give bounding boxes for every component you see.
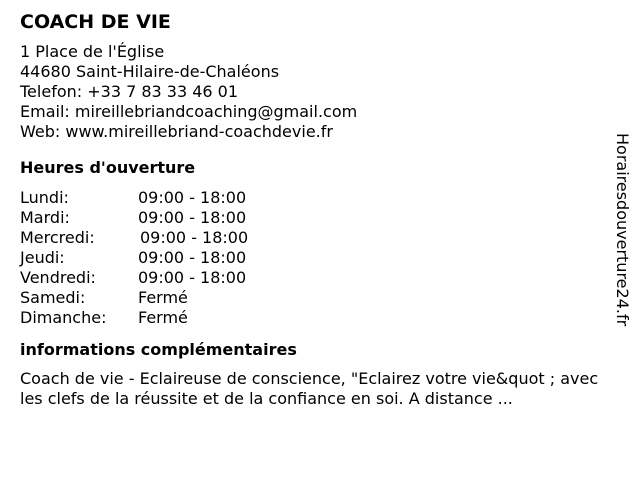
web-line: Web: www.mireillebriand-coachdevie.fr <box>20 122 333 141</box>
hours-time: 09:00 - 18:00 <box>138 248 247 267</box>
hours-day: Vendredi: <box>20 268 96 287</box>
hours-time: 09:00 - 18:00 <box>140 228 249 247</box>
hours-row-dimanche <box>20 308 620 328</box>
business-card <box>20 10 620 409</box>
hours-day: Jeudi: <box>20 248 65 267</box>
info-heading: informations complémentaires <box>20 340 297 359</box>
hours-row-lundi <box>20 188 620 208</box>
hours-time: 09:00 - 18:00 <box>138 268 247 287</box>
hours-day: Mercredi: <box>20 228 95 247</box>
hours-time: 09:00 - 18:00 <box>138 188 247 207</box>
hours-day: Dimanche: <box>20 308 107 327</box>
hours-day: Lundi: <box>20 188 69 207</box>
hours-row-vendredi <box>20 268 620 288</box>
phone-line: Telefon: +33 7 83 33 46 01 <box>20 82 239 101</box>
info-description: Coach de vie - Eclaireuse de conscience, "Eclairez votre vie&quot ; avec les clefs de la réussite et de la confiance en soi. A distance ... <box>20 369 599 408</box>
site-watermark: Horairesdouverture24.fr <box>613 133 632 327</box>
hours-table <box>20 188 620 328</box>
hours-row-jeudi <box>20 248 620 268</box>
address-line-2: 44680 Saint-Hilaire-de-Chaléons <box>20 62 280 81</box>
contact-block <box>20 42 620 142</box>
email-line: Email: mireillebriandcoaching@gmail.com <box>20 102 358 121</box>
hours-time: Fermé <box>138 288 188 307</box>
hours-heading: Heures d'ouverture <box>20 158 196 177</box>
hours-day: Samedi: <box>20 288 86 307</box>
hours-row-mardi <box>20 208 620 228</box>
hours-day: Mardi: <box>20 208 70 227</box>
address-line-1: 1 Place de l'Église <box>20 42 165 61</box>
hours-time: 09:00 - 18:00 <box>138 208 247 227</box>
hours-time: Fermé <box>138 308 188 327</box>
business-name: COACH DE VIE <box>20 11 171 33</box>
hours-row-samedi <box>20 288 620 308</box>
hours-row-mercredi <box>20 228 620 248</box>
